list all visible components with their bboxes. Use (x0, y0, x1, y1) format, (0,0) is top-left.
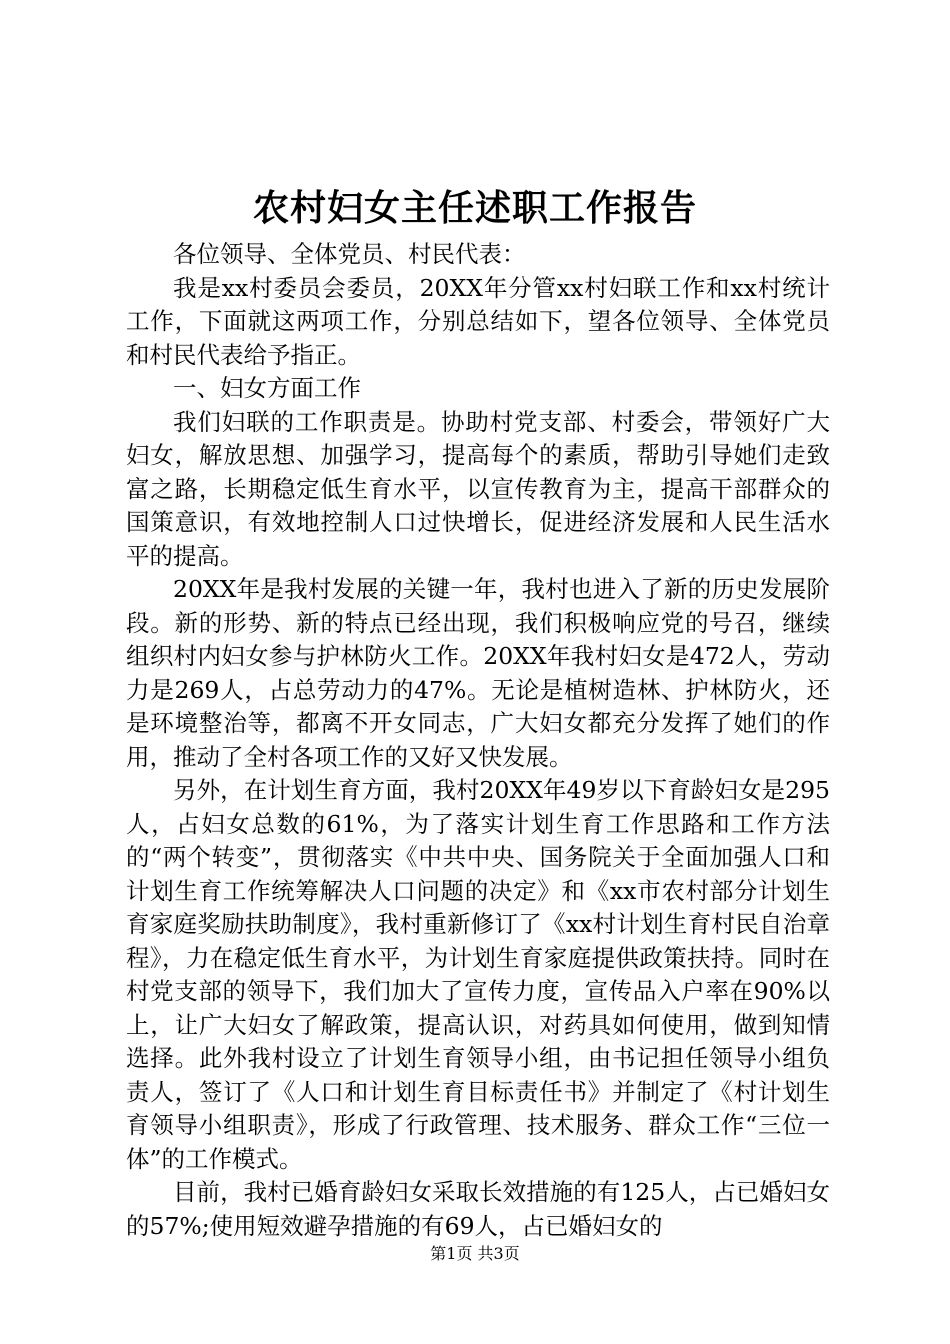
year-summary-paragraph: 20XX年是我村发展的关键一年，我村也进入了新的历史发展阶段。新的形势、新的特点已经出现，我们积极响应党的号召，继续组织村内妇女参与护林防火工作。20XX年我村妇女是472人，劳动力是269人，占总劳动力的47%。无论是植树造林、护林防火，还是环境整治等，都离不开女同志，广大妇女都充分发挥了她们的作用，推动了全村各项工作的又好又快发展。 (126, 575, 830, 771)
intro-paragraph: 我是xx村委员会委员，20XX年分管xx村妇联工作和xx村统计工作，下面就这两项工作，分别总结如下，望各位领导、全体党员和村民代表给予指正。 (126, 273, 830, 369)
document-title: 农村妇女主任述职工作报告 (252, 187, 697, 229)
page-footer: 第1页 共3页 (430, 1244, 520, 1263)
family-planning-paragraph: 另外，在计划生育方面，我村20XX年49岁以下育龄妇女是295人，占妇女总数的61%，为了落实计划生育工作思路和工作方法的“两个转变”，贯彻落实《中共中央、国务院关于全面加强人口和计划生育工作统筹解决人口问题的决定》和《xx市农村部分计划生育家庭奖励扶助制度》，我村重新修订了《xx村计划生育村民自治章程》，力在稳定低生育水平，为计划生育家庭提供政策扶持。同时在村党支部的领导下，我们加大了宣传力度，宣传品入户率在90%以上，让广大妇女了解政策，提高认识，对药具如何使用，做到知情选择。此外我村设立了计划生育领导小组，由书记担任领导小组负责人，签订了《人口和计划生育目标责任书》并制定了《村计划生育领导小组职责》，形成了行政管理、技术服务、群众工作“三位一体”的工作模式。 (126, 776, 830, 1173)
duties-paragraph: 我们妇联的工作职责是。协助村党支部、村委会，带领好广大妇女，解放思想、加强学习，提高每个的素质，帮助引导她们走致富之路，长期稳定低生育水平，以宣传教育为主，提高干部群众的国策意识，有效地控制人口过快增长，促进经济发展和人民生活水平的提高。 (126, 407, 830, 570)
section-heading: 一、妇女方面工作 (173, 374, 361, 402)
document-body (126, 238, 830, 1243)
current-status-paragraph: 目前，我村已婚育龄妇女采取长效措施的有125人，占已婚妇女的57%;使用短效避孕措施的有69人，占已婚妇女的 (126, 1178, 830, 1240)
salutation-paragraph: 各位领导、全体党员、村民代表： (173, 240, 526, 268)
